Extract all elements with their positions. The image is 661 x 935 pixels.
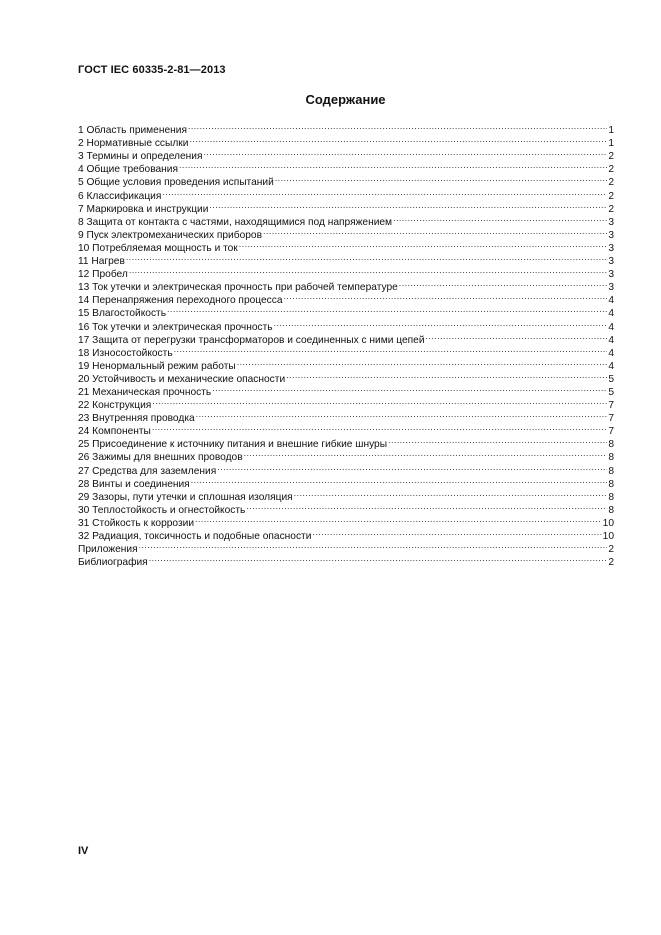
toc-entry-label: 1 Область применения xyxy=(78,125,187,137)
toc-entry-page: 8 xyxy=(608,478,614,490)
toc-dot-leader xyxy=(188,120,607,133)
toc-entry-page: 4 xyxy=(608,321,614,333)
toc-dot-leader xyxy=(393,212,607,225)
toc-entry-label: 27 Средства для заземления xyxy=(78,465,217,477)
toc-title: Содержание xyxy=(305,92,386,107)
toc-entry-page: 2 xyxy=(608,557,614,569)
toc-dot-leader xyxy=(399,277,608,290)
toc-dot-leader xyxy=(196,408,608,421)
toc-entry-page: 8 xyxy=(608,465,614,477)
toc-entry-page: 4 xyxy=(608,308,614,320)
page-number: IV xyxy=(78,845,89,857)
toc-entry xyxy=(78,421,614,438)
toc-entry-page: 5 xyxy=(608,373,614,385)
toc-entry-page: 8 xyxy=(608,504,614,516)
toc-dot-leader xyxy=(179,159,607,172)
toc-dot-leader xyxy=(237,356,608,369)
toc-entry xyxy=(78,395,614,412)
toc-entry-label: 26 Зажимы для внешних проводов xyxy=(78,452,243,464)
toc-entry-label: 18 Износостойкость xyxy=(78,347,173,359)
toc-entry-page: 8 xyxy=(608,439,614,451)
toc-entry-label: 25 Присоединение к источнику питания и внешние гибкие шнуры xyxy=(78,439,388,451)
toc-entry xyxy=(78,552,614,569)
toc-entry-label: 15 Влагостойкость xyxy=(78,308,167,320)
toc-entry xyxy=(78,120,614,137)
toc-entry xyxy=(78,277,614,294)
toc-entry-label: 7 Маркировка и инструкции xyxy=(78,203,209,215)
toc-dot-leader xyxy=(263,225,607,238)
toc-dot-leader xyxy=(203,146,607,159)
toc-entry-page: 10 xyxy=(602,531,614,542)
toc-dot-leader xyxy=(152,421,607,434)
toc-entry-label: 8 Защита от контакта с частями, находящимися под напряжением xyxy=(78,216,393,228)
toc-entry-label: 30 Теплостойкость и огнестойкость xyxy=(78,504,246,516)
toc-entry-page: 2 xyxy=(608,177,614,189)
toc-entry-page: 4 xyxy=(608,347,614,359)
toc-dot-leader xyxy=(189,133,607,146)
toc-dot-leader xyxy=(426,330,608,343)
toc-dot-leader xyxy=(244,447,608,460)
toc-dot-leader xyxy=(126,251,607,264)
toc-entry-page: 4 xyxy=(608,360,614,372)
toc-entry-page: 3 xyxy=(608,242,614,254)
toc-entry-page: 2 xyxy=(608,190,614,202)
toc-entry-label: 28 Винты и соединения xyxy=(78,478,190,490)
toc-entry-page: 1 xyxy=(608,125,614,137)
toc-entry-page: 2 xyxy=(608,164,614,176)
toc-dot-leader xyxy=(294,487,608,500)
toc-entry-page: 2 xyxy=(608,544,614,556)
toc-entry-page: 3 xyxy=(608,229,614,241)
toc-entry-label: 2 Нормативные ссылки xyxy=(78,138,189,150)
toc-dot-leader xyxy=(162,185,607,198)
toc-entry-label: 24 Компоненты xyxy=(78,426,151,438)
toc-dot-leader xyxy=(152,395,607,408)
toc-dot-leader xyxy=(195,513,602,526)
toc-dot-leader xyxy=(312,526,601,539)
toc-dot-leader xyxy=(388,434,607,447)
toc-entry-label: 29 Зазоры, пути утечки и сплошная изоляция xyxy=(78,491,293,503)
toc-entry-label: 32 Радиация, токсичность и подобные опасности xyxy=(78,531,312,542)
toc-entry-label: 3 Термины и определения xyxy=(78,151,203,163)
toc-entry-page: 8 xyxy=(608,452,614,464)
toc-entry-label: 12 Пробел xyxy=(78,269,128,281)
toc-entry-label: 19 Ненормальный режим работы xyxy=(78,360,236,372)
toc-entry-label: 10 Потребляемая мощность и ток xyxy=(78,242,238,254)
toc-entry xyxy=(78,539,614,556)
toc-dot-leader xyxy=(284,290,608,303)
toc-entry-label: 6 Классификация xyxy=(78,190,162,202)
toc-entry-page: 2 xyxy=(608,203,614,215)
document-header: ГОСТ IEC 60335-2-81—2013 xyxy=(78,64,226,76)
toc-entry-label: 22 Конструкция xyxy=(78,400,152,412)
toc-dot-leader xyxy=(212,382,607,395)
toc-dot-leader xyxy=(139,539,608,552)
toc-entry xyxy=(78,408,614,425)
toc-entry-label: 5 Общие условия проведения испытаний xyxy=(78,177,274,189)
toc-entry-page: 7 xyxy=(608,426,614,438)
toc-entry-label: 13 Ток утечки и электрическая прочность при рабочей температуре xyxy=(78,282,398,294)
toc-entry-label: Библиография xyxy=(78,557,148,569)
toc-entry-label: 11 Нагрев xyxy=(78,256,125,268)
table-of-contents xyxy=(78,120,614,569)
toc-dot-leader xyxy=(275,172,608,185)
toc-entry-page: 7 xyxy=(608,413,614,425)
toc-entry-page: 4 xyxy=(608,295,614,307)
toc-dot-leader xyxy=(239,238,608,251)
toc-dot-leader xyxy=(129,264,608,277)
toc-entry-page: 8 xyxy=(608,491,614,503)
toc-entry-page: 2 xyxy=(608,151,614,163)
toc-entry-page: 5 xyxy=(608,386,614,398)
toc-entry-page: 7 xyxy=(608,400,614,412)
toc-entry-label: 20 Устойчивость и механические опасности xyxy=(78,373,286,385)
toc-dot-leader xyxy=(209,199,607,212)
toc-entry xyxy=(78,251,614,268)
toc-dot-leader xyxy=(149,552,608,565)
toc-entry-label: 31 Стойкость к коррозии xyxy=(78,517,195,529)
toc-entry xyxy=(78,264,614,281)
toc-entry-label: 14 Перенапряжения переходного процесса xyxy=(78,295,283,307)
toc-dot-leader xyxy=(217,460,607,473)
toc-entry xyxy=(78,434,614,451)
toc-entry-label: 4 Общие требования xyxy=(78,164,179,176)
toc-dot-leader xyxy=(246,500,607,513)
toc-entry-label: Приложения xyxy=(78,544,138,556)
toc-entry-page: 3 xyxy=(608,256,614,268)
toc-entry-page: 4 xyxy=(608,334,614,346)
toc-dot-leader xyxy=(167,303,607,316)
toc-entry-page: 3 xyxy=(608,269,614,281)
toc-entry-page: 10 xyxy=(602,517,614,529)
toc-dot-leader xyxy=(174,343,608,356)
toc-entry-page: 1 xyxy=(608,138,614,150)
toc-dot-leader xyxy=(274,316,608,329)
toc-entry-label: 23 Внутренняя проводка xyxy=(78,413,195,425)
toc-entry-label: 16 Ток утечки и электрическая прочность xyxy=(78,321,273,333)
toc-entry-label: 21 Механическая прочность xyxy=(78,386,212,398)
toc-dot-leader xyxy=(191,474,608,487)
toc-entry-label: 9 Пуск электромеханических приборов xyxy=(78,229,262,241)
toc-entry-label: 17 Защита от перегрузки трансформаторов и соединенных с ними цепей xyxy=(78,334,425,346)
toc-dot-leader xyxy=(286,369,607,382)
toc-entry-page: 3 xyxy=(608,216,614,228)
toc-entry-page: 3 xyxy=(608,282,614,294)
